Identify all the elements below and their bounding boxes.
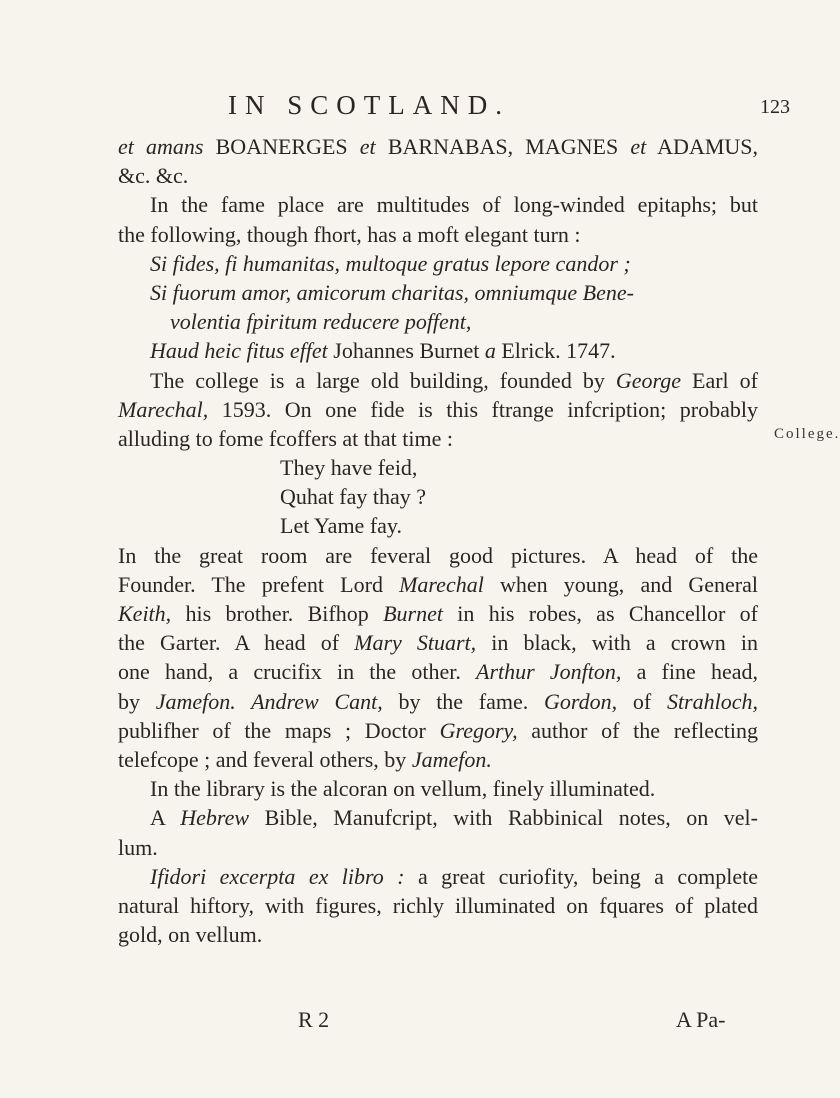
text-run: BOANERGES	[203, 134, 360, 159]
text-run: Hebrew	[180, 805, 250, 831]
text-run: telefcope ; and feveral others, by	[118, 746, 412, 772]
body-text	[118, 132, 758, 949]
text-run: Si fides, fi humanitas, multoque gratus lepore candor ;	[150, 250, 631, 276]
text-line	[118, 862, 758, 891]
text-line	[118, 161, 758, 190]
text-run: in black, with a crown in	[476, 630, 758, 656]
text-run: the Garter. A head of	[118, 630, 355, 656]
text-line	[118, 891, 758, 920]
text-line	[118, 745, 758, 774]
text-run: In the fame place are multitudes of long-winded epitaphs; but	[150, 192, 758, 218]
text-run: Ifidori excerpta ex libro :	[150, 863, 405, 889]
text-run: Earl of	[681, 367, 758, 393]
text-line	[118, 278, 758, 307]
text-run: by	[118, 688, 156, 714]
text-run: a fine head,	[621, 659, 758, 685]
text-run: George	[615, 367, 682, 393]
text-run: alluding to fome fcoffers at that time :	[118, 425, 453, 451]
text-line	[118, 453, 758, 482]
text-run: Burnet	[383, 601, 443, 626]
text-line	[118, 307, 758, 336]
text-line	[118, 336, 758, 365]
text-run: Gregory,	[439, 717, 518, 743]
text-run: et	[630, 134, 647, 159]
text-line	[118, 395, 758, 424]
text-run: when young, and General	[483, 571, 758, 597]
text-run: Bible, Manufcript, with Rabbinical notes, on vel-	[249, 805, 758, 831]
text-run: In the great room are feveral good pictures. A head of the	[118, 542, 758, 568]
text-run: Jamefon.	[411, 746, 492, 772]
text-run: gold, on vellum.	[118, 922, 263, 948]
text-line	[118, 541, 758, 570]
text-line	[118, 570, 758, 599]
signature-mark: R 2	[298, 1007, 330, 1032]
text-run: a great curiofity, being a complete	[404, 863, 758, 889]
page-footer	[0, 1007, 800, 1037]
text-run: et amans	[118, 134, 204, 159]
running-title: IN SCOTLAND.	[228, 90, 510, 120]
text-run: Let Yame fay.	[280, 513, 402, 539]
page-number: 123	[760, 96, 790, 118]
text-line	[118, 511, 758, 540]
catchword: A Pa-	[676, 1007, 726, 1032]
text-line	[118, 190, 758, 219]
text-line	[118, 774, 758, 803]
text-run: A	[150, 805, 181, 831]
text-run: the following, though fhort, has a moft elegant turn :	[118, 221, 581, 247]
text-run: one hand, a crucifix in the other.	[118, 659, 477, 685]
text-run: Arthur Jonfton,	[476, 659, 622, 685]
text-line	[118, 220, 758, 249]
text-run: ADAMUS,	[646, 134, 759, 159]
text-run: his brother. Bifhop	[171, 601, 384, 626]
text-run: a	[484, 338, 496, 364]
text-run: natural hiftory, with figures, richly illuminated on fquares of plated	[118, 892, 758, 918]
text-run: of	[617, 688, 667, 714]
text-run: Strahloch,	[666, 688, 758, 714]
text-run: lum.	[118, 834, 158, 860]
text-line	[118, 628, 758, 657]
text-line	[118, 833, 758, 862]
text-run: 1593. On one fide is this ftrange infcription; probably	[208, 396, 758, 422]
text-run: et	[359, 134, 376, 159]
text-run: volentia fpiritum reducere poffent,	[170, 309, 472, 335]
running-head	[0, 90, 800, 130]
text-run: Marechal	[399, 571, 484, 597]
text-run: Si fuorum amor, amicorum charitas, omniumque Bene-	[150, 279, 634, 305]
text-run: author of the reflecting	[517, 717, 758, 743]
margin-note-college: College.	[774, 426, 840, 442]
text-run: by the fame.	[382, 688, 544, 714]
text-run: Marechal,	[118, 396, 209, 422]
text-run: BARNABAS, MAGNES	[375, 134, 631, 159]
text-run: The college is a large old building, founded by	[150, 367, 616, 393]
text-line	[118, 249, 758, 278]
text-run: Keith,	[118, 601, 172, 626]
text-run: Mary Stuart,	[354, 630, 477, 656]
text-line	[118, 803, 758, 832]
text-line	[118, 657, 758, 686]
text-run: Elrick. 1747.	[495, 338, 616, 364]
text-run: Gordon,	[544, 688, 618, 714]
text-run: Quhat fay thay ?	[280, 484, 426, 510]
text-run: &c. &c.	[118, 163, 189, 189]
text-run: Haud heic fitus effet	[150, 338, 328, 364]
text-run: In the library is the alcoran on vellum, finely illuminated.	[150, 776, 656, 802]
text-run: in his robes, as Chancellor of	[442, 601, 758, 626]
text-run: Jamefon. Andrew Cant,	[155, 688, 383, 714]
text-line	[118, 716, 758, 745]
text-line	[118, 424, 758, 453]
text-line	[118, 687, 758, 716]
text-line	[118, 366, 758, 395]
text-line	[118, 132, 758, 161]
text-run: They have feid,	[280, 455, 418, 481]
text-run: Johannes Burnet	[327, 338, 485, 364]
text-run: publifher of the maps ; Doctor	[118, 717, 440, 743]
text-run: Founder. The prefent Lord	[118, 571, 400, 597]
text-line	[118, 599, 758, 628]
text-line	[118, 920, 758, 949]
text-line	[118, 482, 758, 511]
